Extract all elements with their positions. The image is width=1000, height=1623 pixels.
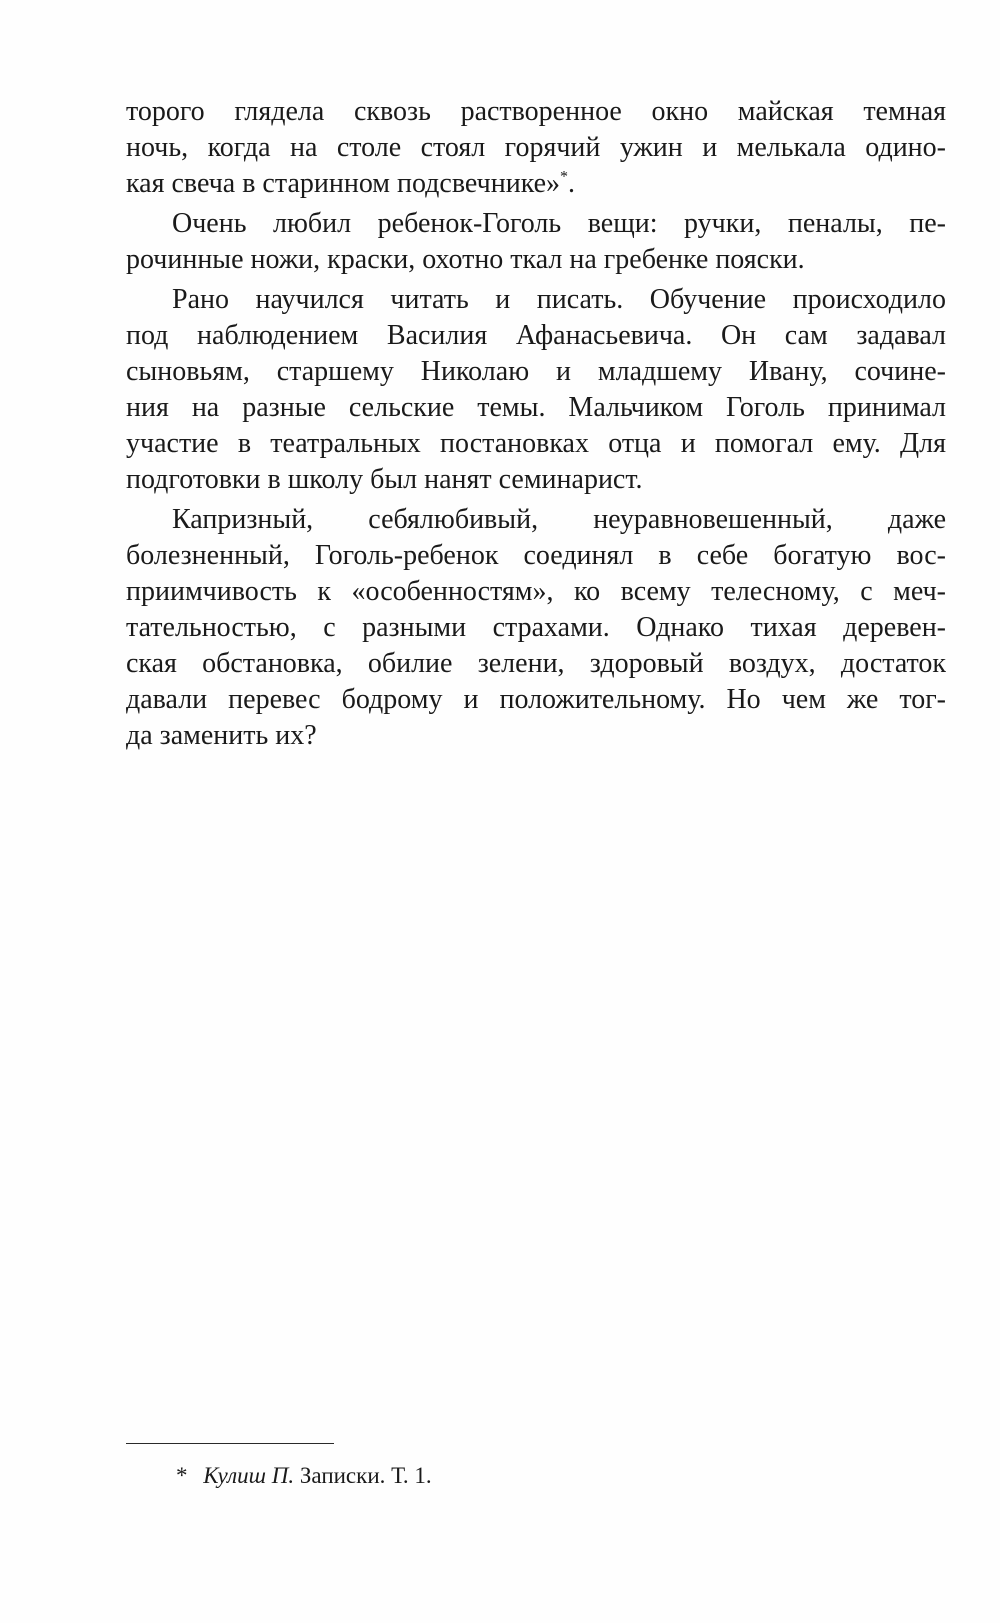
text-line: рочинные ножи, краски, охотно ткал на гребенке пояски. bbox=[126, 244, 805, 275]
text-line: тательностью, с разными страхами. Однако тихая деревен- bbox=[126, 612, 946, 643]
paragraph-start: Очень любил ребенок-Гоголь вещи: ручки, пеналы, пе- bbox=[172, 208, 946, 239]
footnote-reference[interactable]: * bbox=[560, 168, 569, 186]
text-line bbox=[126, 166, 946, 202]
main-text bbox=[126, 94, 946, 754]
footnote-divider bbox=[126, 1443, 334, 1444]
text-line: болезненный, Гоголь-ребенок соединял в себе богатую вос- bbox=[126, 540, 946, 571]
text-line-content: кая свеча в старинном подсвечнике» bbox=[126, 168, 561, 199]
footnote-mark: * bbox=[176, 1463, 188, 1488]
paragraph-start: Капризный, себялюбивый, неуравновешенный, даже bbox=[172, 504, 946, 535]
text-line-end: . bbox=[568, 168, 576, 199]
text-line: ния на разные сельские темы. Мальчиком Гоголь принимал bbox=[126, 392, 946, 423]
text-line: приимчивость к «особенностям», ко всему телесному, с меч- bbox=[126, 576, 946, 607]
paragraph-start: Рано научился читать и писать. Обучение происходило bbox=[172, 284, 946, 315]
text-line: под наблюдением Василия Афанасьевича. Он сам задавал bbox=[126, 320, 946, 351]
text-line: давали перевес бодрому и положительному. Но чем же тог- bbox=[126, 684, 946, 715]
text-line: подготовки в школу был нанят семинарист. bbox=[126, 464, 643, 495]
text-line: участие в театральных постановках отца и помогал ему. Для bbox=[126, 428, 946, 459]
text-line: да заменить их? bbox=[126, 720, 317, 751]
text-line: ская обстановка, обилие зелени, здоровый воздух, достаток bbox=[126, 648, 946, 679]
text-line: сыновьям, старшему Николаю и младшему Ивану, сочине- bbox=[126, 356, 946, 387]
footnote bbox=[176, 1461, 432, 1491]
text-line: торого глядела сквозь растворенное окно майская темная bbox=[126, 96, 946, 127]
footnote-author: Кулиш П. bbox=[203, 1463, 295, 1488]
text-line: ночь, когда на столе стоял горячий ужин и мелькала одино- bbox=[126, 132, 946, 163]
footnote-text: Записки. Т. 1. bbox=[299, 1463, 432, 1488]
